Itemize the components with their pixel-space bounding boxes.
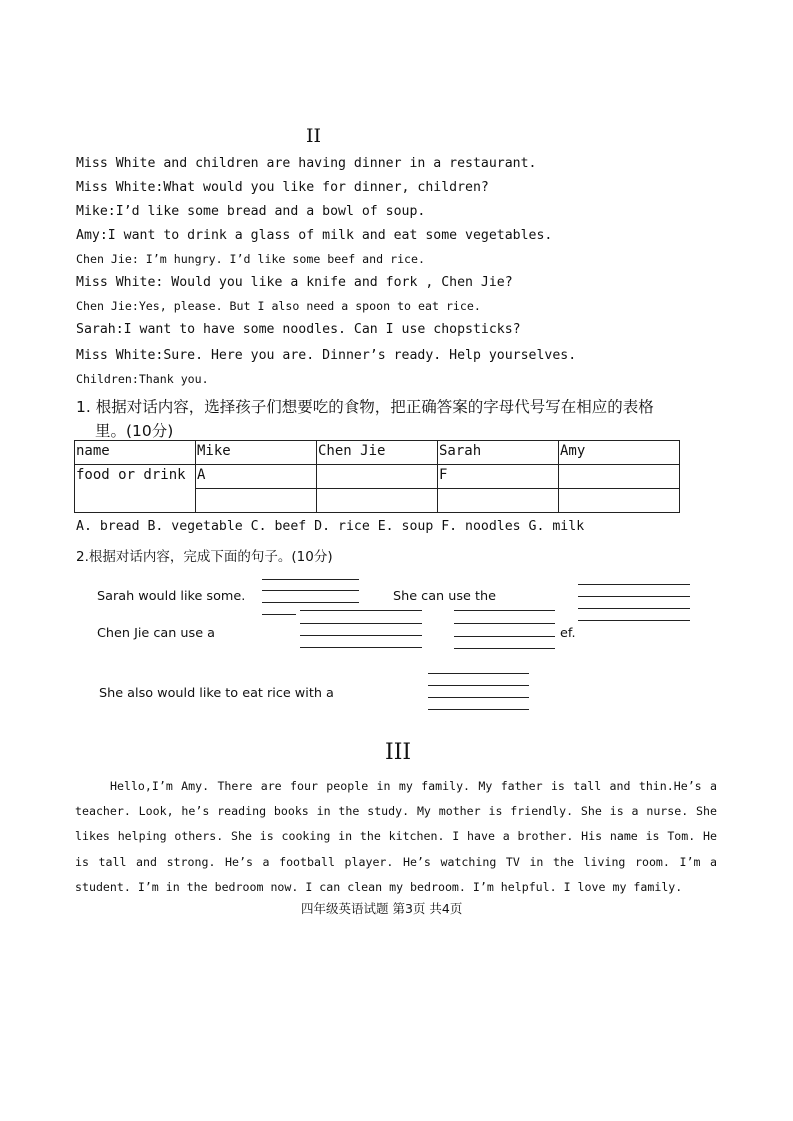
question-1-text-cont: 里。(10分): [95, 422, 174, 440]
table-header-cell: name: [75, 441, 196, 465]
blank-line[interactable]: [454, 636, 555, 637]
dialogue-line-2: Miss White:What would you like for dinner, children?: [76, 180, 489, 195]
blank-line[interactable]: [578, 584, 690, 585]
dialogue-line-10: Children:Thank you.: [76, 372, 209, 386]
sentence-2-start: Chen Jie can use a: [97, 626, 215, 641]
blank-line[interactable]: [300, 623, 422, 624]
blank-line[interactable]: [578, 596, 690, 597]
table-row-label: food or drink: [75, 465, 196, 513]
answer-cell[interactable]: [438, 489, 559, 513]
table-header-cell: Chen Jie: [317, 441, 438, 465]
blank-line[interactable]: [428, 673, 529, 674]
dialogue-line-8: Sarah:I want to have some noodles. Can I use chopsticks?: [76, 322, 521, 337]
sentence-3-start: She also would like to eat rice with a: [99, 686, 334, 701]
blank-line[interactable]: [428, 685, 529, 686]
blank-line[interactable]: [454, 610, 555, 611]
food-options: A. bread B. vegetable C. beef D. rice E. soup F. noodles G. milk: [76, 519, 585, 534]
dialogue-line-9: Miss White:Sure. Here you are. Dinner’s ready. Help yourselves.: [76, 348, 577, 363]
answer-cell[interactable]: [559, 489, 680, 513]
table-header-cell: Sarah: [438, 441, 559, 465]
blank-line[interactable]: [262, 614, 296, 615]
dialogue-line-5: Chen Jie: I’m hungry. I’d like some beef and rice.: [76, 252, 426, 266]
table-row: [75, 441, 680, 465]
blank-line[interactable]: [300, 647, 422, 648]
blank-line[interactable]: [454, 623, 555, 624]
dialogue-line-6: Miss White: Would you like a knife and fork , Chen Jie?: [76, 275, 513, 290]
blank-line[interactable]: [300, 635, 422, 636]
blank-line[interactable]: [262, 590, 359, 591]
answer-cell[interactable]: [317, 489, 438, 513]
reading-passage-text: Hello,I’m Amy. There are four people in my family. My father is tall and thin.He’s a teacher. Look, he’s reading books in the study. My mother is friendly. She is a nurse. She likes helping others. She is cooking in the kitchen. I have a brother. His name is Tom. He is tall and strong. He’s a football player. He’s watching TV in the living room. I’m a student. I’m in the bedroom now. I can clean my bedroom. I’m helpful. I love my family.: [75, 779, 717, 894]
section-2-heading: II: [306, 125, 322, 147]
question-1-text: 1. 根据对话内容，选择孩子们想要吃的食物，把正确答案的字母代号写在相应的表格: [76, 398, 654, 416]
blank-line[interactable]: [300, 610, 422, 611]
sentence-1-middle: She can use the: [393, 589, 496, 604]
reading-passage: [75, 774, 717, 900]
table-header-cell: Mike: [196, 441, 317, 465]
answer-table: [74, 440, 680, 513]
blank-line[interactable]: [262, 579, 359, 580]
dialogue-line-7: Chen Jie:Yes, please. But I also need a spoon to eat rice.: [76, 299, 481, 313]
page-footer: 四年级英语试题 第3页 共4页: [301, 901, 463, 916]
sentence-1-start: Sarah would like some.: [97, 589, 246, 604]
question-2-text: 2.根据对话内容，完成下面的句子。(10分): [76, 549, 333, 565]
table-header-cell: Amy: [559, 441, 680, 465]
answer-cell[interactable]: [559, 465, 680, 489]
blank-line[interactable]: [454, 648, 555, 649]
answer-cell[interactable]: [317, 465, 438, 489]
answer-cell[interactable]: [196, 489, 317, 513]
table-row: [75, 465, 680, 489]
blank-line[interactable]: [578, 608, 690, 609]
blank-line[interactable]: [262, 602, 359, 603]
blank-line[interactable]: [578, 620, 690, 621]
dialogue-line-4: Amy:I want to drink a glass of milk and eat some vegetables.: [76, 228, 553, 243]
blank-line[interactable]: [428, 709, 529, 710]
answer-cell[interactable]: A: [196, 465, 317, 489]
section-3-heading: III: [385, 740, 412, 765]
blank-line[interactable]: [428, 697, 529, 698]
dialogue-line-1: Miss White and children are having dinner in a restaurant.: [76, 156, 537, 171]
sentence-2-end: ef.: [560, 626, 576, 641]
dialogue-line-3: Mike:I’d like some bread and a bowl of soup.: [76, 204, 426, 219]
answer-cell[interactable]: F: [438, 465, 559, 489]
